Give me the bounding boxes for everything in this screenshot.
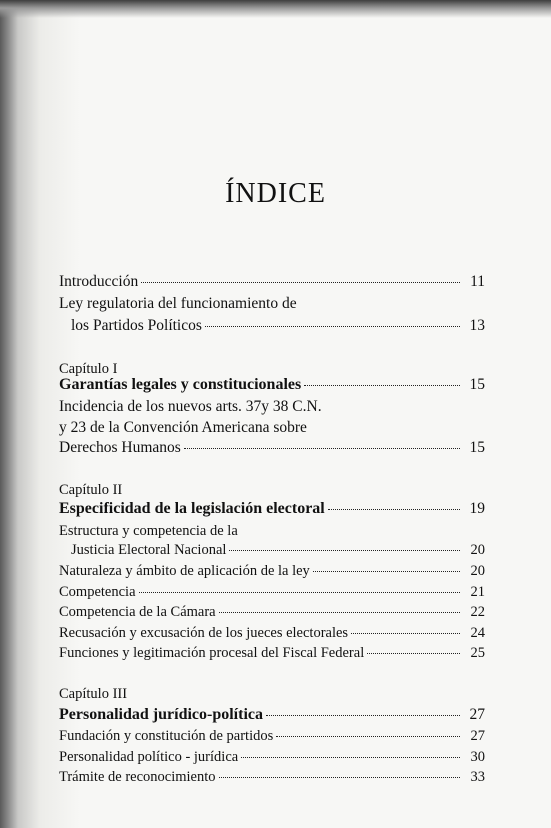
toc-page-number: 20 xyxy=(470,563,485,579)
toc-entry-label: Recusación y excusación de los jueces electorales xyxy=(59,625,349,641)
toc-entry xyxy=(59,747,485,767)
show-through-text xyxy=(170,70,173,82)
toc-entry xyxy=(59,540,485,560)
chapter-heading: Capítulo I xyxy=(59,361,118,377)
toc-entry xyxy=(59,643,485,663)
toc-page-number: 19 xyxy=(469,500,485,517)
dot-leader xyxy=(205,325,460,327)
toc-page-number: 20 xyxy=(470,542,485,558)
toc-entry-label: Garantías legales y constitucionales xyxy=(59,376,302,393)
dot-leader xyxy=(266,714,460,716)
dot-leader xyxy=(141,281,460,283)
toc-entry xyxy=(59,767,485,787)
toc-entry xyxy=(59,561,485,581)
toc-page-number: 11 xyxy=(470,273,485,290)
toc-page-number: 13 xyxy=(469,317,485,334)
dot-leader xyxy=(304,384,460,386)
toc-entry-label: los Partidos Políticos xyxy=(71,317,202,334)
toc-entry xyxy=(59,705,485,725)
dot-leader xyxy=(241,756,460,758)
dot-leader xyxy=(276,735,460,737)
dot-leader xyxy=(351,632,460,634)
toc-entry xyxy=(59,375,485,395)
toc-page-number: 33 xyxy=(470,769,485,785)
toc-entry-label: Justicia Electoral Nacional xyxy=(71,542,227,558)
toc-entry-label: Competencia de la Cámara xyxy=(59,604,216,620)
dot-leader xyxy=(139,591,460,593)
toc-entry xyxy=(59,602,485,622)
page-title: ÍNDICE xyxy=(225,178,326,209)
toc-entry-label: Introducción xyxy=(59,273,139,290)
dot-leader xyxy=(367,652,460,654)
toc-entry xyxy=(59,726,485,746)
toc-entry-label: Personalidad político - jurídica xyxy=(59,749,239,765)
toc-entry-label: Funciones y legitimación procesal del Fiscal Federal xyxy=(59,645,365,661)
toc-page-number: 25 xyxy=(470,645,485,661)
toc-entry xyxy=(59,582,485,602)
toc-entry-label: Fundación y constitución de partidos xyxy=(59,728,274,744)
dot-leader xyxy=(313,570,460,572)
page-top-shadow xyxy=(0,0,551,18)
toc-page-number: 27 xyxy=(470,728,485,744)
dot-leader xyxy=(219,611,460,613)
toc-page-number: 15 xyxy=(469,439,485,456)
toc-entry-label: Personalidad jurídico-política xyxy=(59,706,263,723)
toc-entry-label: Ley regulatoria del funcionamiento de xyxy=(59,295,297,312)
toc-page-number: 30 xyxy=(470,749,485,765)
toc-entry-label: Derechos Humanos xyxy=(59,439,181,456)
toc-entry xyxy=(59,499,485,519)
toc-entry-label: Estructura y competencia de la xyxy=(59,523,238,539)
toc-entry xyxy=(59,623,485,643)
toc-entry xyxy=(59,272,485,292)
toc-page-number: 22 xyxy=(470,604,485,620)
toc-entry-label: Incidencia de los nuevos arts. 37y 38 C.N. xyxy=(59,398,322,415)
toc-page-number: 21 xyxy=(470,584,485,600)
dot-leader xyxy=(328,508,460,510)
toc-entry-label: y 23 de la Convención Americana sobre xyxy=(59,419,307,436)
toc-entry-label: Especificidad de la legislación electoral xyxy=(59,500,325,517)
toc-entry xyxy=(59,438,485,458)
dot-leader xyxy=(184,447,460,449)
toc-page-number: 24 xyxy=(470,625,485,641)
toc-entry-label: Trámite de reconocimiento xyxy=(59,769,216,785)
toc-entry xyxy=(59,316,485,336)
chapter-heading: Capítulo III xyxy=(59,686,128,702)
chapter-heading: Capítulo II xyxy=(59,482,123,498)
toc-entry-label: Naturaleza y ámbito de aplicación de la ley xyxy=(59,563,310,579)
toc-entry-label: Competencia xyxy=(59,584,136,600)
toc-page-number: 27 xyxy=(469,706,485,723)
dot-leader xyxy=(219,776,460,778)
dot-leader xyxy=(229,549,460,551)
toc-page-number: 15 xyxy=(469,376,485,393)
